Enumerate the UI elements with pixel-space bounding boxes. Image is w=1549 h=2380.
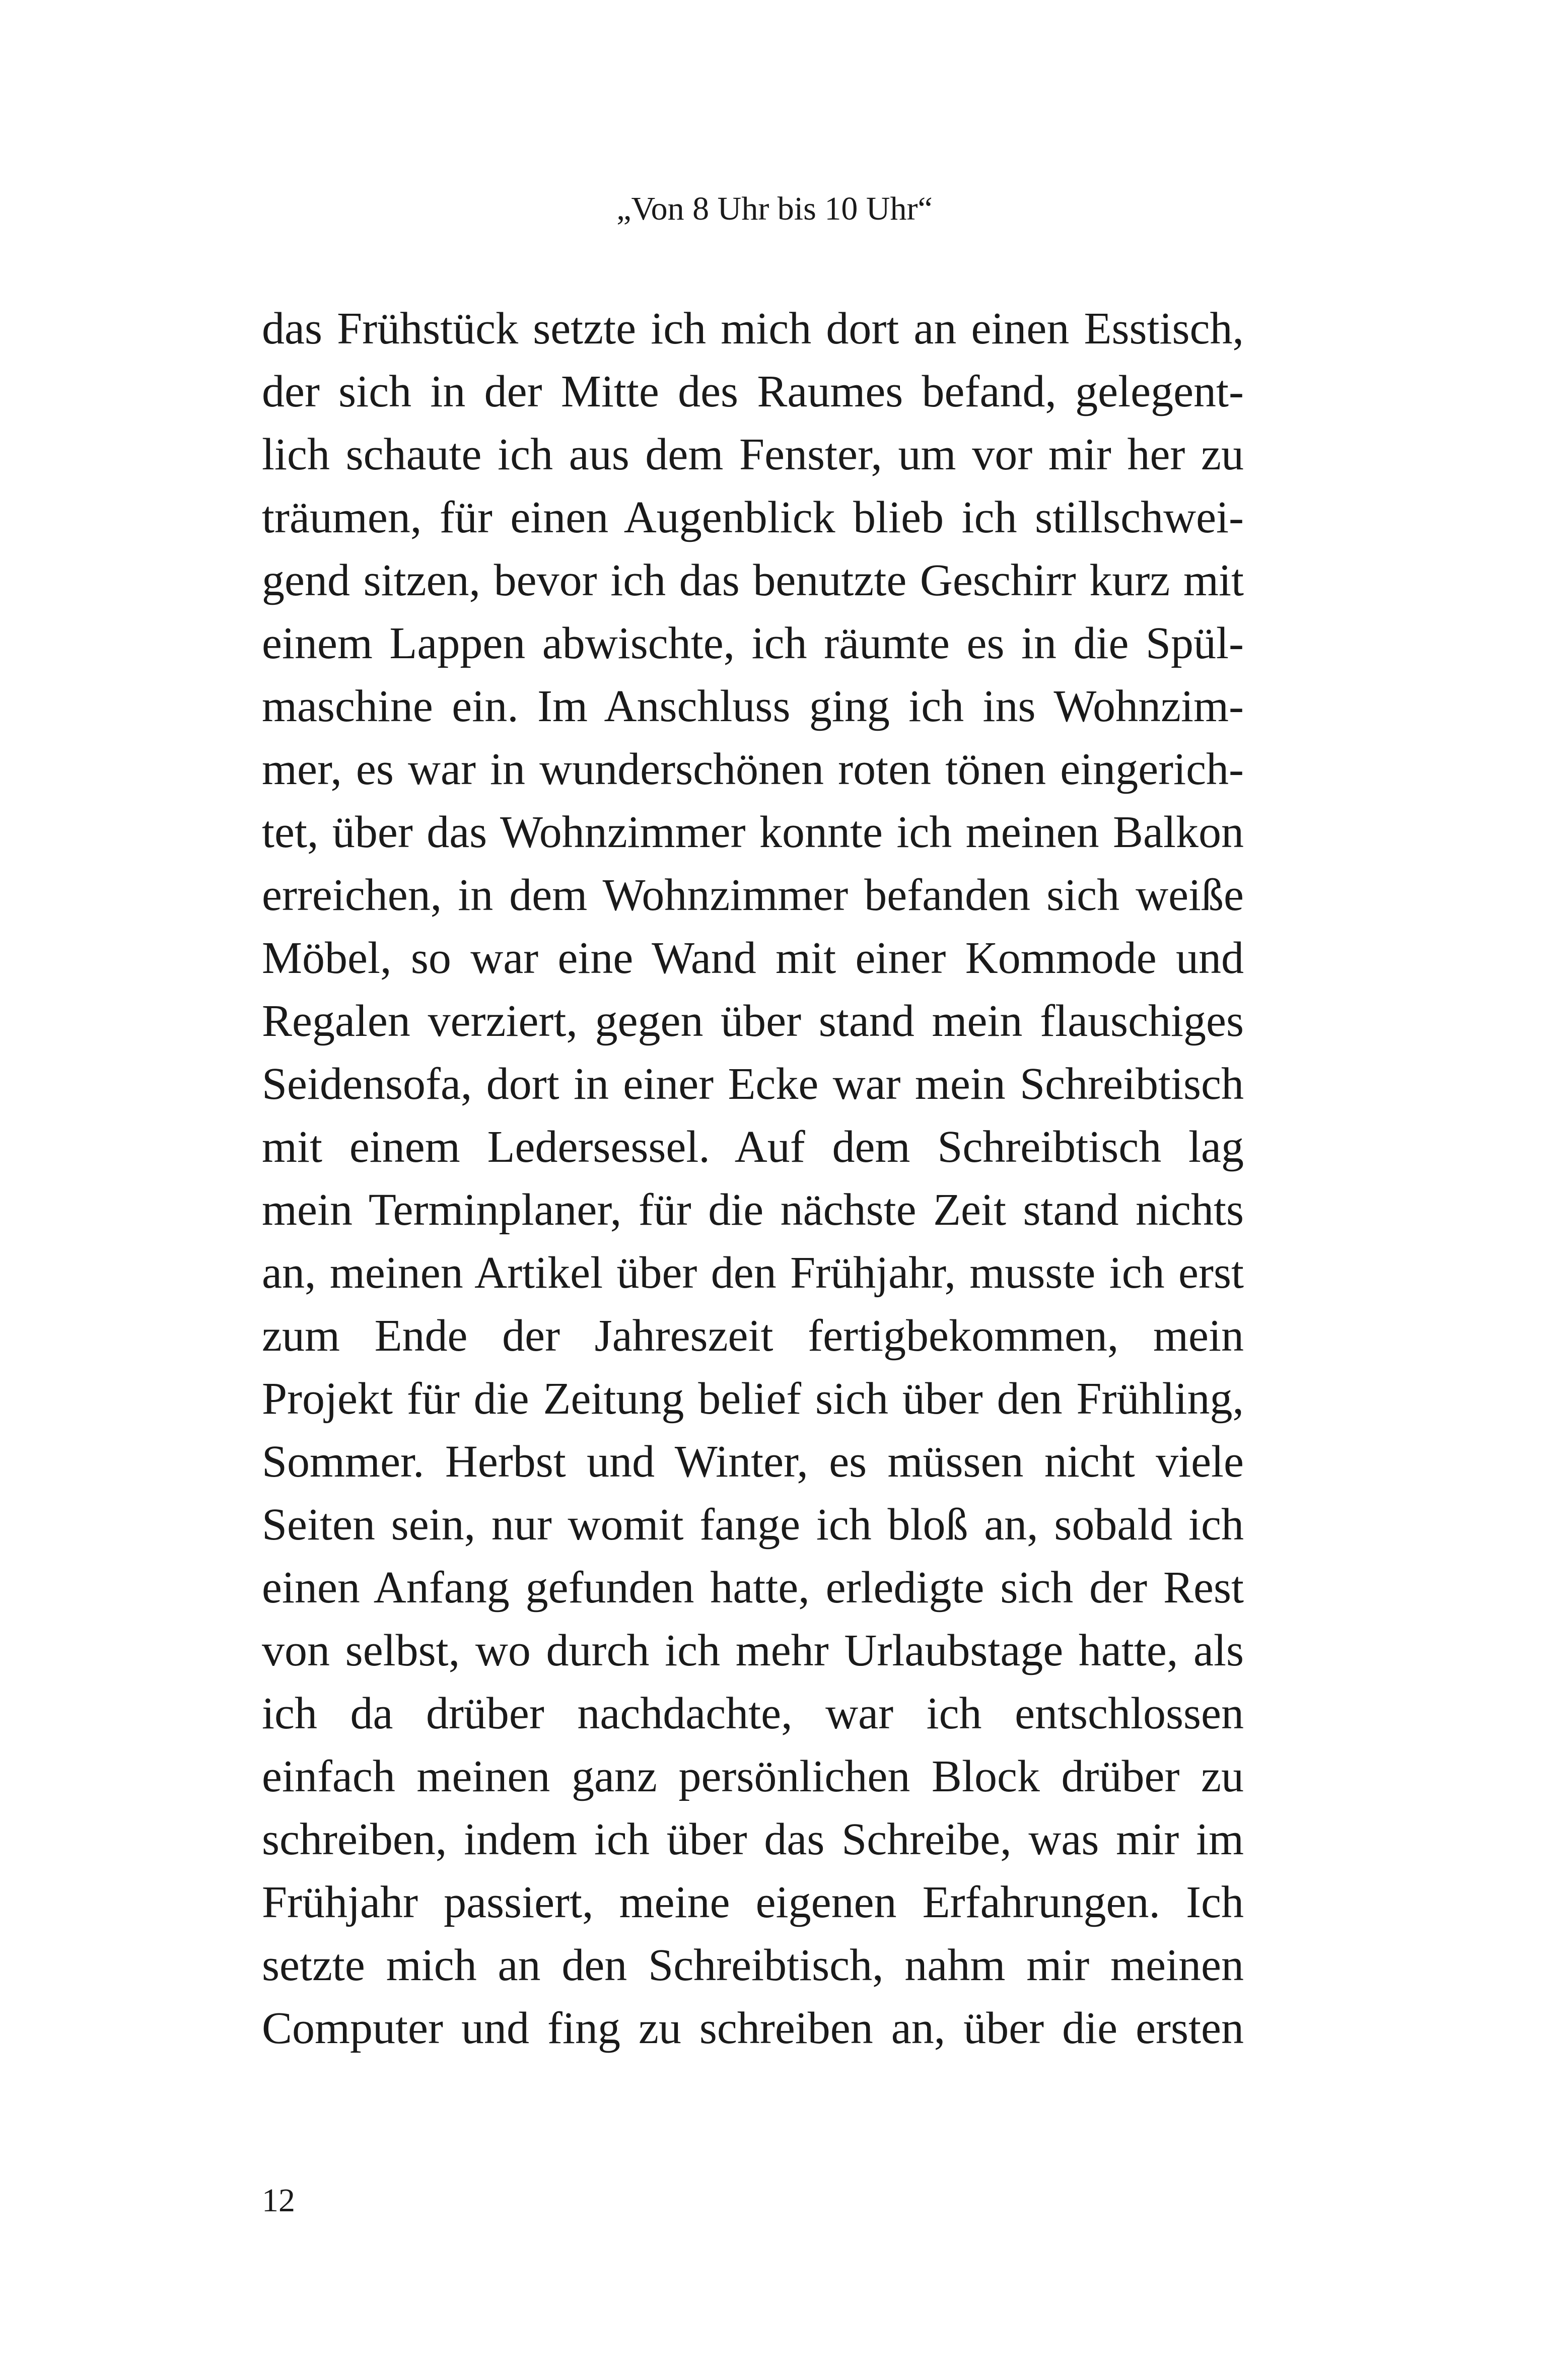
text-line: Seidensofa, dort in einer Ecke war mein Schreibtisch	[262, 1059, 1244, 1109]
text-line: einfach meinen ganz persönlichen Block drüber zu	[262, 1752, 1244, 1801]
text-line: ich da drüber nachdachte, war ich entschlossen	[262, 1689, 1244, 1738]
body-text	[262, 297, 1244, 2060]
text-line: Projekt für die Zeitung belief sich über den Frühling,	[262, 1374, 1244, 1424]
text-line: zum Ende der Jahreszeit fertigbekommen, mein	[262, 1311, 1244, 1361]
text-line: einen Anfang gefunden hatte, erledigte sich der Rest	[262, 1563, 1244, 1613]
text-line: lich schaute ich aus dem Fenster, um vor mir her zu	[262, 430, 1244, 479]
text-line: an, meinen Artikel über den Frühjahr, musste ich erst	[262, 1248, 1244, 1298]
text-line: das Frühstück setzte ich mich dort an einen Esstisch,	[262, 304, 1244, 354]
text-line: erreichen, in dem Wohnzimmer befanden sich weiße	[262, 870, 1244, 920]
text-line: Computer und fing zu schreiben an, über die ersten	[262, 2003, 1244, 2053]
text-line: träumen, für einen Augenblick blieb ich stillschwei-	[262, 493, 1244, 542]
text-line: mein Terminplaner, für die nächste Zeit stand nichts	[262, 1185, 1244, 1235]
page-number: 12	[262, 2182, 295, 2219]
text-line: Seiten sein, nur womit fange ich bloß an, sobald ich	[262, 1500, 1244, 1550]
text-line: Sommer. Herbst und Winter, es müssen nicht viele	[262, 1437, 1244, 1487]
text-line: einem Lappen abwischte, ich räumte es in die Spül-	[262, 618, 1244, 668]
text-line: Regalen verziert, gegen über stand mein flauschiges	[262, 996, 1244, 1046]
text-line: der sich in der Mitte des Raumes befand, gelegent-	[262, 367, 1244, 416]
text-line: Frühjahr passiert, meine eigenen Erfahrungen. Ich	[262, 1877, 1244, 1927]
text-line: mit einem Ledersessel. Auf dem Schreibtisch lag	[262, 1122, 1244, 1172]
text-line: von selbst, wo durch ich mehr Urlaubstage hatte, als	[262, 1626, 1244, 1675]
text-line: schreiben, indem ich über das Schreibe, was mir im	[262, 1814, 1244, 1864]
text-line: maschine ein. Im Anschluss ging ich ins Wohnzim-	[262, 681, 1244, 731]
running-header: „Von 8 Uhr bis 10 Uhr“	[616, 190, 933, 227]
text-line: mer, es war in wunderschönen roten tönen eingerich-	[262, 744, 1244, 794]
text-line: gend sitzen, bevor ich das benutzte Geschirr kurz mit	[262, 555, 1244, 605]
text-line: Möbel, so war eine Wand mit einer Kommode und	[262, 933, 1244, 983]
text-line: setzte mich an den Schreibtisch, nahm mir meinen	[262, 1940, 1244, 1990]
text-line: tet, über das Wohnzimmer konnte ich meinen Balkon	[262, 807, 1244, 857]
